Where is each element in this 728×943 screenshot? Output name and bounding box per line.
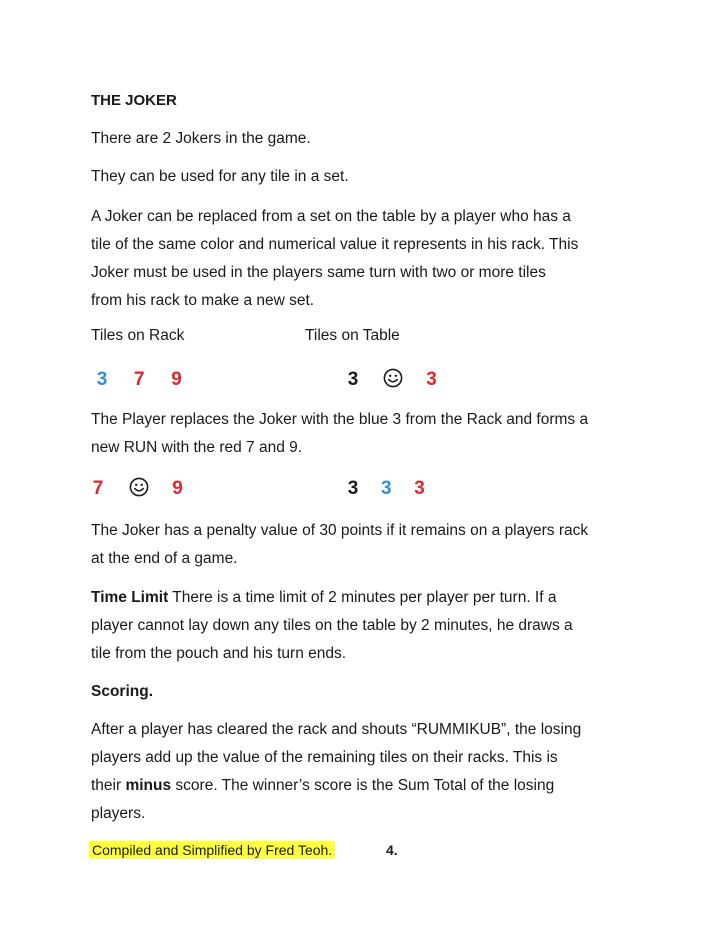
- example2-rack-tiles: [91, 477, 186, 501]
- smiley-joker-icon: [382, 368, 404, 392]
- penalty-line-1: The Joker has a penalty value of 30 points if it remains on a players rack: [91, 522, 589, 539]
- tile: 7: [92, 478, 104, 499]
- explanation-line-1: The Player replaces the Joker with the blue 3 from the Rack and forms a: [91, 411, 589, 428]
- tile: 3: [347, 478, 359, 499]
- minus-word: minus: [125, 777, 172, 794]
- scoring-line-4: players.: [91, 805, 146, 822]
- tile: 3: [426, 369, 437, 390]
- tile: 3: [96, 369, 108, 390]
- scoring-line-3-post: score. The winner’s score is the Sum Total of the losing: [171, 777, 555, 794]
- explanation-line-2: new RUN with the red 7 and 9.: [91, 439, 303, 456]
- time-limit-line-1: [91, 584, 556, 612]
- label-tiles-on-table: Tiles on Table: [305, 327, 400, 344]
- scoring-title: Scoring.: [91, 683, 154, 700]
- section-heading: THE JOKER: [91, 92, 177, 109]
- time-limit-text: There is a time limit of 2 minutes per player per turn. If a: [168, 589, 557, 606]
- time-limit-title: Time Limit: [91, 589, 169, 606]
- paragraph-replace-line-2: tile of the same color and numerical value it represents in his rack. This: [91, 236, 579, 253]
- example2-table-tiles: [345, 477, 428, 501]
- time-limit-line-2: player cannot lay down any tiles on the table by 2 minutes, he draws a: [91, 617, 573, 634]
- paragraph-replace-line-1: A Joker can be replaced from a set on the table by a player who has a: [91, 208, 571, 225]
- highlighted-credit: Compiled and Simplified by Fred Teoh.: [89, 841, 335, 859]
- example1-table-tiles: [345, 368, 440, 392]
- tile: 9: [171, 369, 182, 390]
- tile: 3: [380, 478, 392, 499]
- scoring-line-3: [91, 772, 554, 800]
- paragraph-joker-use: They can be used for any tile in a set.: [91, 168, 349, 185]
- paragraph-replace-line-4: from his rack to make a new set.: [91, 292, 315, 309]
- tile: 9: [172, 478, 183, 499]
- time-limit-line-3: tile from the pouch and his turn ends.: [91, 645, 347, 662]
- paragraph-replace-line-3: Joker must be used in the players same turn with two or more tiles: [91, 264, 546, 281]
- label-tiles-on-rack: Tiles on Rack: [91, 327, 185, 344]
- scoring-line-1: After a player has cleared the rack and shouts “RUMMIKUB”, the losing: [91, 721, 582, 738]
- paragraph-joker-count: There are 2 Jokers in the game.: [91, 130, 311, 147]
- tile: 7: [133, 369, 145, 390]
- smiley-joker-icon: [128, 477, 150, 501]
- page-number: 4.: [386, 842, 398, 858]
- footer-credit: [89, 836, 335, 864]
- scoring-line-3-pre: their: [91, 777, 126, 794]
- example1-rack-tiles: [91, 368, 188, 392]
- penalty-line-2: at the end of a game.: [91, 550, 238, 567]
- tile: 3: [414, 478, 425, 499]
- tile: 3: [347, 369, 359, 390]
- scoring-line-2: players add up the value of the remaining tiles on their racks. This is: [91, 749, 558, 766]
